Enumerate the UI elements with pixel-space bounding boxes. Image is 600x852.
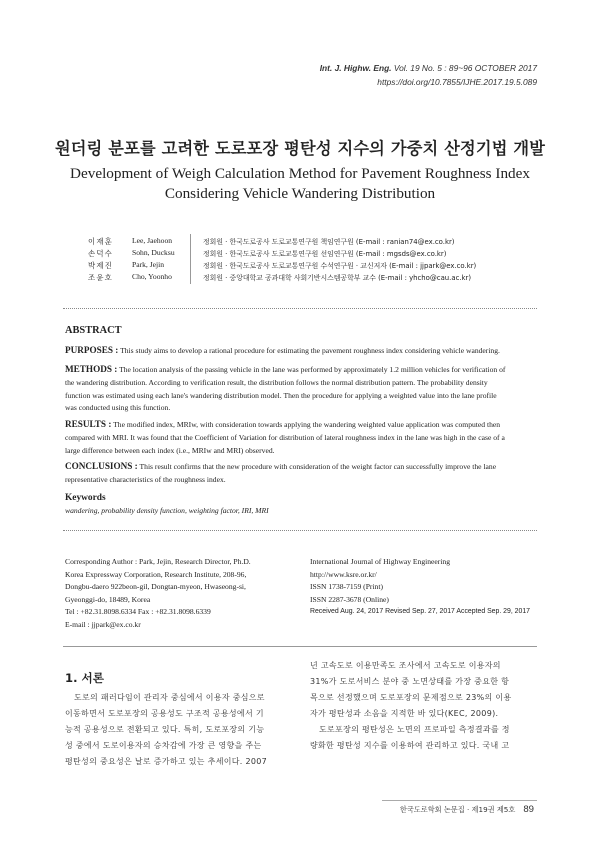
- abstract-heading: ABSTRACT: [65, 325, 122, 336]
- korean-title: 원더링 분포를 고려한 도로포장 평탄성 지수의 가중치 산정기법 개발: [54, 139, 546, 158]
- body-line: 평탄성의 중요성은 날로 증가하고 있는 추세이다. 2007: [65, 757, 268, 766]
- corr-line: Corresponding Author : Park, Jejin, Research Director, Ph.D.: [65, 557, 251, 566]
- purposes-label: PURPOSES :: [65, 345, 119, 355]
- results-text: The modified index, MRIw, with consideration towards applying the wandering weighted value application was computed then: [113, 420, 501, 429]
- author-row: [0, 272, 600, 284]
- body-line: 년 고속도로 이용만족도 조사에서 고속도로 이용자의: [310, 661, 501, 670]
- corr-line: Dongbu-daero 922beon-gil, Dongtan-myeon, Hwaseong-si,: [65, 582, 246, 592]
- methods-text: function was estimated using each lane's wandering distribution model. Then the procedure for applying a weighted value into the lane profile: [65, 390, 497, 400]
- body-line: 이동하면서 도로포장의 공용성도 구조적 공용성에서 기: [65, 709, 264, 718]
- author-english-name: Cho, Yoonho: [132, 272, 172, 281]
- abstract-conclusions: [65, 460, 535, 487]
- body-line: 도로포장의 평탄성은 노면의 프로파일 측정결과를 정: [319, 725, 510, 734]
- keywords-heading: Keywords: [65, 493, 106, 503]
- journal-name: Int. J. Highw. Eng.: [319, 63, 392, 73]
- body-line: 목으로 선정했으며 도로포장의 문제점으로 23%의 이용: [310, 693, 512, 702]
- body-line: 능적 공용성으로 전환되고 있다. 특히, 도로포장의 기능: [65, 725, 265, 734]
- accepted-date: Sep. 29, 2017: [487, 608, 530, 616]
- abstract-top-divider: [63, 308, 537, 309]
- journal-info-block: [310, 556, 550, 619]
- methods-text: The location analysis of the passing vehicle in the lane was performed by approximately 1.2 million vehicles for verification of: [119, 365, 506, 374]
- purposes-text: This study aims to develop a rational procedure for estimating the pavement roughness index considering vehicle wandering.: [120, 346, 500, 355]
- corr-line: Tel : +82.31.8098.6334 Fax : +82.31.8098.6339: [65, 607, 211, 617]
- methods-text: the wandering distribution. According to verification result, the distribution follows the normal distribution pattern. The probability density: [65, 377, 488, 387]
- received-date: Aug. 24, 2017: [340, 608, 384, 616]
- abstract-purposes: [65, 344, 535, 358]
- author-row: [0, 236, 600, 248]
- results-text: compared with MRI. It was found that the Coefficient of Variation for distribution of lateral roughness index in the lane was high in the case of a: [65, 432, 505, 442]
- section-heading: 1. 서론: [65, 671, 104, 685]
- corr-line: Gyeonggi-do, 18489, Korea: [65, 594, 151, 604]
- body-column-right: [310, 658, 542, 754]
- body-line: 31%가 도로서비스 분야 중 노면상태를 가장 중요한 항: [310, 677, 510, 686]
- results-text: large difference between each index (i.e., MRIw and MRI) observed.: [65, 445, 275, 455]
- author-korean-name: 박제진: [88, 261, 114, 270]
- keywords-text: wandering, probability density function, weighting factor, IRI, MRI: [65, 506, 269, 515]
- page-footer: [400, 804, 534, 815]
- author-english-name: Sohn, Ducksu: [132, 248, 175, 257]
- body-line: 성 중에서 도로이용자의 승차감에 가장 큰 영향을 주는: [65, 741, 262, 750]
- author-korean-name: 이재훈: [88, 237, 114, 246]
- author-korean-name: 조윤호: [88, 273, 114, 282]
- revised-date: Sep. 27, 2017: [411, 608, 455, 616]
- footer-rule: [382, 800, 537, 801]
- conclusions-label: CONCLUSIONS :: [65, 461, 138, 471]
- methods-label: METHODS :: [65, 364, 118, 374]
- abstract-bottom-divider: [63, 530, 537, 531]
- journal-line: ISSN 1738-7159 (Print): [310, 582, 383, 592]
- results-label: RESULTS :: [65, 419, 112, 429]
- english-title-line1: Development of Weigh Calculation Method for Pavement Roughness Index: [70, 165, 530, 182]
- corresponding-author-block: [65, 556, 305, 632]
- author-affiliation: 정회원 · 한국도로공사 도로교통연구원 수석연구원 · 교신저자 (E-mail : jjpark@ex.co.kr): [203, 262, 477, 270]
- author-row: [0, 260, 600, 272]
- abstract-results: [65, 418, 535, 457]
- body-line: 도로의 패러다임이 관리자 중심에서 이용자 중심으로: [74, 693, 265, 702]
- author-korean-name: 손덕수: [88, 249, 114, 258]
- author-english-name: Park, Jejin: [132, 260, 165, 269]
- body-column-left: [65, 690, 297, 770]
- corr-email[interactable]: E-mail : jjpark@ex.co.kr: [65, 619, 141, 629]
- author-affiliation: 정회원 · 한국도로공사 도로교통연구원 책임연구원 (E-mail : ranian74@ex.co.kr): [203, 238, 455, 246]
- journal-volume: Vol. 19 No. 5 : 89~96 OCTOBER 2017: [393, 63, 537, 73]
- doi-link[interactable]: https://doi.org/10.7855/IJHE.2017.19.5.089: [377, 77, 537, 87]
- footer-journal: 한국도로학회 논문집 · 제19권 제5호: [399, 805, 516, 814]
- methods-text: was conducted using this function.: [65, 403, 171, 413]
- journal-url[interactable]: http://www.ksre.or.kr/: [310, 569, 377, 579]
- journal-line: International Journal of Highway Engineering: [310, 557, 451, 566]
- revised-label: Revised: [385, 608, 411, 616]
- author-row: [0, 248, 600, 260]
- journal-line: ISSN 2287-3678 (Online): [310, 594, 389, 604]
- body-line: 자가 평탄성과 소음을 지적한 바 있다(KEC, 2009).: [310, 709, 499, 718]
- received-label: Received: [310, 608, 339, 616]
- body-line: 량화한 평탄성 지수를 이용하여 관리하고 있다. 국내 고: [310, 741, 510, 750]
- author-english-name: Lee, Jaehoon: [132, 236, 173, 245]
- page-number: 89: [523, 804, 534, 815]
- english-title-line2: Considering Vehicle Wandering Distribution: [164, 185, 436, 202]
- author-affiliation: 정회원 · 중앙대학교 공과대학 사회기반시스템공학부 교수 (E-mail : yhcho@cau.ac.kr): [203, 274, 472, 282]
- author-affiliation: 정회원 · 한국도로공사 도로교통연구원 선임연구원 (E-mail : mgsds@ex.co.kr): [203, 250, 447, 258]
- body-top-divider: [63, 646, 537, 647]
- conclusions-text: This result confirms that the new procedure with consideration of the weight factor can successfully improve the lane: [139, 462, 497, 471]
- journal-citation: [320, 63, 537, 73]
- journal-dates: [310, 606, 550, 619]
- abstract-methods: [65, 363, 535, 415]
- conclusions-text: representative characteristics of the roughness index.: [65, 474, 226, 484]
- accepted-label: Accepted: [456, 608, 486, 616]
- corr-line: Korea Expressway Corporation, Research Institute, 208-96,: [65, 569, 247, 579]
